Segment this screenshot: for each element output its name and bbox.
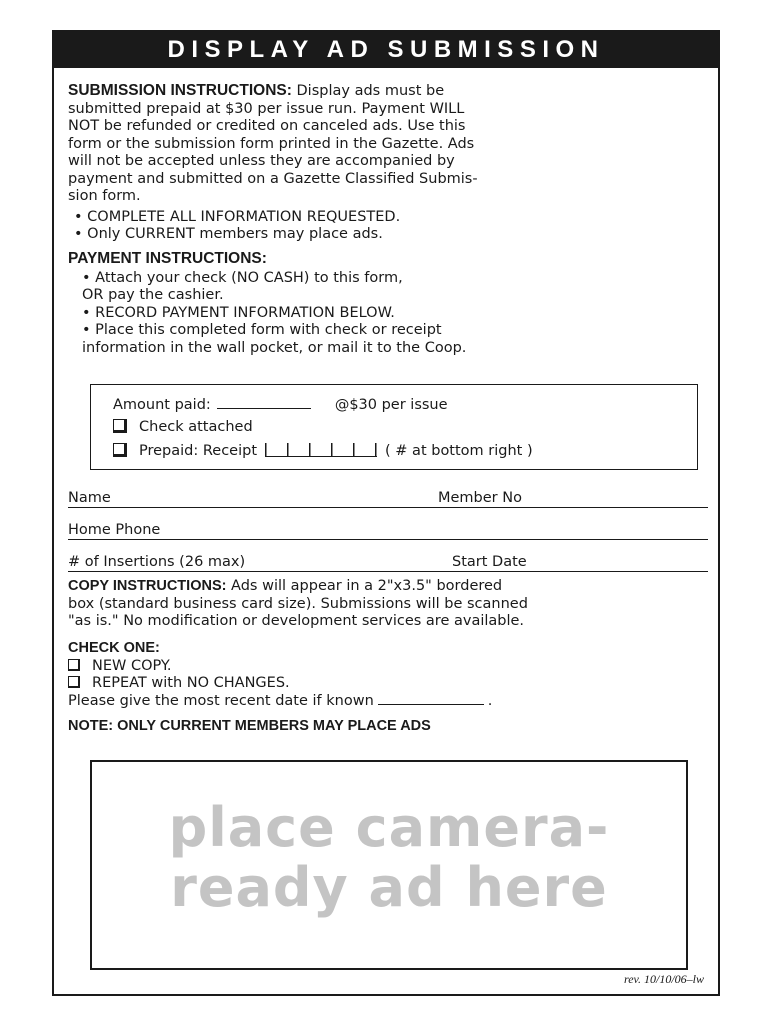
form-title: DISPLAY AD SUBMISSION (54, 32, 718, 68)
payment-record-box (90, 384, 698, 470)
check-attached-label: Check attached (139, 419, 253, 435)
repeat-label: REPEAT with NO CHANGES. (92, 675, 290, 691)
check-attached-checkbox[interactable] (113, 419, 127, 433)
submission-bullets (68, 209, 708, 244)
prepaid-label: Prepaid: Receipt (139, 443, 258, 459)
amount-paid-label: Amount paid: (113, 397, 211, 413)
payment-lines: • Attach your check (NO CASH) to this form, OR pay the cashier. • RECORD PAYMENT INFORMATION BELOW. • Place this completed form with check or receipt information in the wall pocket, or mail it to the Coop. (82, 269, 467, 356)
prepaid-checkbox[interactable] (113, 443, 127, 457)
receipt-note: ( # at bottom right ) (385, 443, 533, 459)
recent-date-field[interactable] (378, 693, 484, 705)
ad-placement-box (90, 760, 688, 970)
ad-placeholder-line1: place camera- (168, 796, 610, 859)
copy-heading: COPY INSTRUCTIONS: (68, 578, 227, 594)
repeat-checkbox[interactable] (68, 676, 80, 688)
submission-instructions (68, 82, 708, 244)
check-attached-row (113, 419, 673, 441)
prepaid-row (113, 443, 673, 465)
recent-date-row (68, 693, 708, 711)
member-no-label: Member No (438, 490, 522, 506)
home-phone-label: Home Phone (68, 522, 161, 538)
amount-paid-row (113, 395, 673, 415)
home-phone-field[interactable] (68, 520, 708, 540)
check-one-heading: CHECK ONE: (68, 640, 160, 656)
members-note: NOTE: ONLY CURRENT MEMBERS MAY PLACE ADS (68, 718, 431, 734)
new-copy-row (68, 658, 708, 676)
submission-text: Display ads must be submitted prepaid at $30 per issue run. Payment WILL NOT be refunded or credited on canceled ads. Use this form or the submission form printed in the Gazette. Ads will not be accepted unless they are accompanied by payment and submitted on a Gazette Classified Submis- sion form. (68, 83, 478, 204)
amount-paid-field[interactable] (217, 395, 311, 409)
repeat-row (68, 675, 708, 693)
submission-heading: SUBMISSION INSTRUCTIONS: (68, 82, 292, 99)
revision-note: rev. 10/10/06–lw (624, 972, 704, 986)
name-field[interactable] (68, 488, 708, 508)
check-one-section (68, 640, 708, 710)
recent-date-period: . (487, 692, 493, 709)
new-copy-label: NEW COPY. (92, 657, 172, 674)
copy-instructions (68, 578, 708, 631)
payment-instructions (68, 250, 708, 357)
start-date-label: Start Date (452, 554, 527, 570)
insertions-field[interactable] (68, 552, 708, 572)
ad-placeholder-line2: ready ad here (170, 856, 608, 919)
rate-label: @$30 per issue (334, 397, 448, 413)
copy-text: Ads will appear in a 2"x3.5" bordered box (standard business card size). Submissions will be scanned "as is." No modification or development services are available. (68, 578, 528, 629)
submission-paragraph (68, 82, 708, 206)
form-frame (52, 30, 720, 996)
bullet-current-members: • Only CURRENT members may place ads. (74, 226, 383, 242)
recent-date-label: Please give the most recent date if known (68, 692, 374, 709)
insertions-label: # of Insertions (26 max) (68, 554, 246, 570)
bullet-complete-info: • COMPLETE ALL INFORMATION REQUESTED. (74, 208, 401, 225)
name-label: Name (68, 490, 111, 506)
new-copy-checkbox[interactable] (68, 659, 80, 671)
receipt-number-field[interactable] (265, 443, 377, 457)
ad-placeholder-text (92, 798, 686, 918)
payment-heading: PAYMENT INSTRUCTIONS: (68, 250, 267, 267)
